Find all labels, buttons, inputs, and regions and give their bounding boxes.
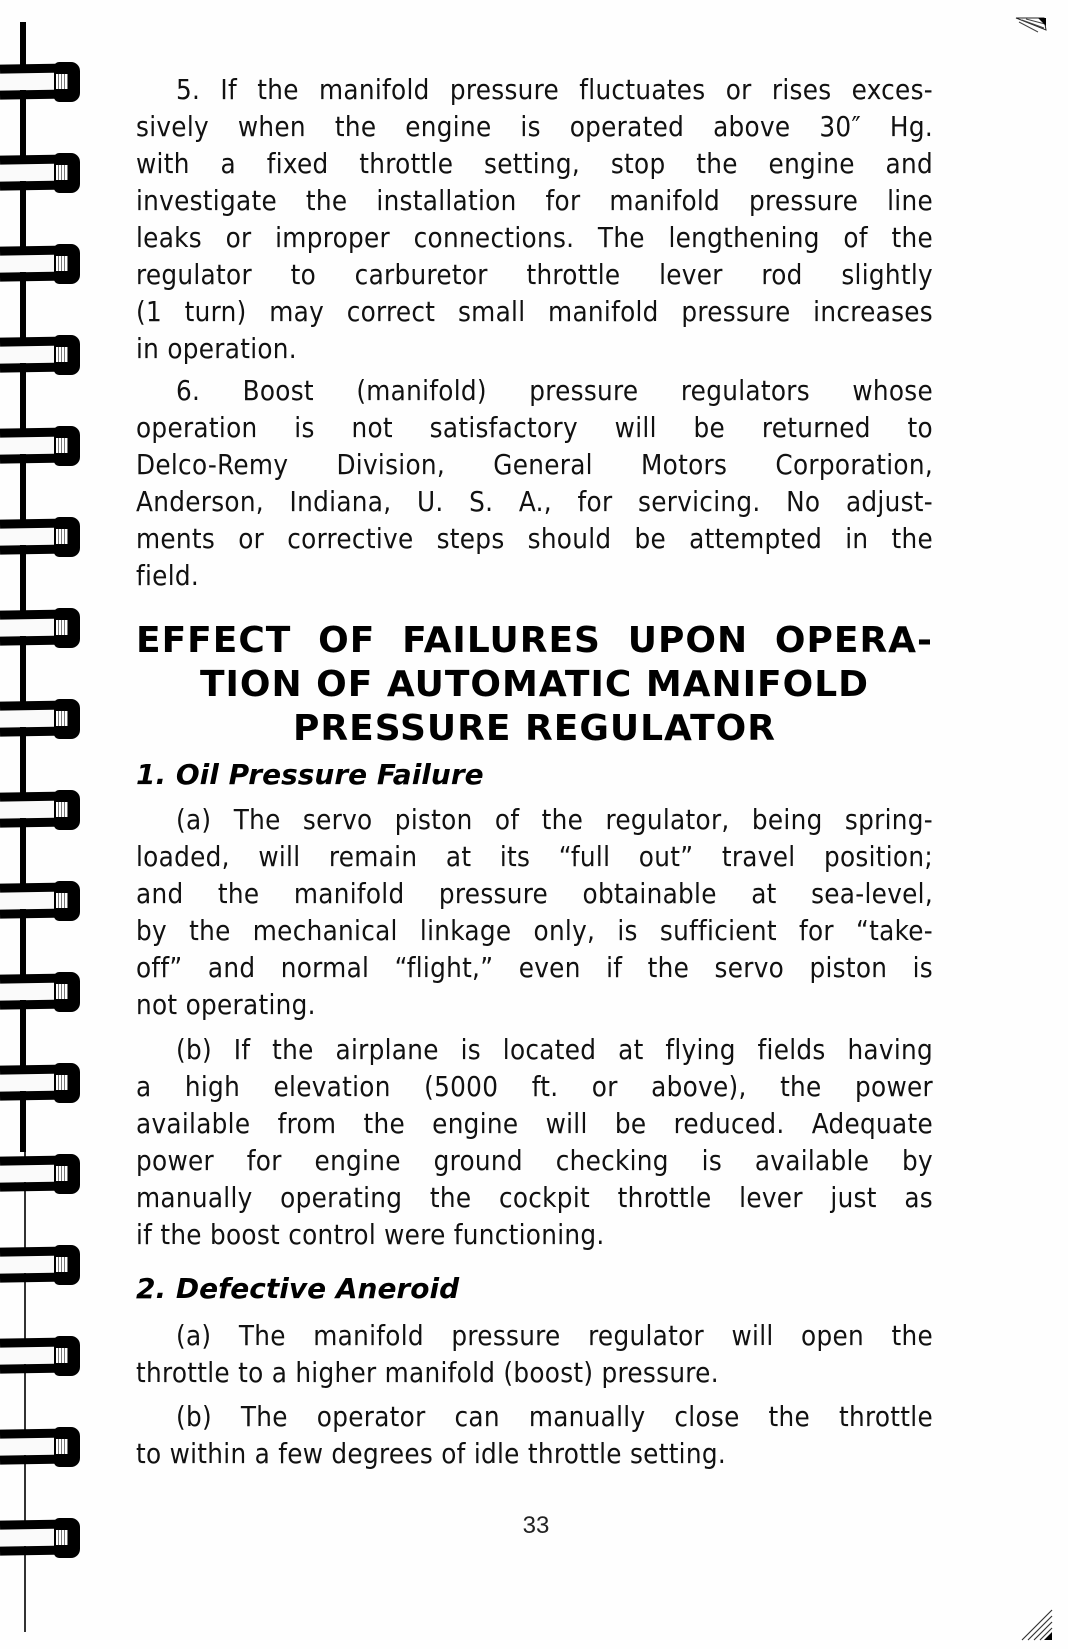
scan-artifact-icon [1014, 16, 1048, 36]
text-line: (a) The manifold pressure regulator will open the [176, 1320, 933, 1352]
text-line: to within a few degrees of idle throttle setting. [136, 1438, 727, 1470]
text-line: (a) The servo piston of the regulator, being spring- [176, 804, 933, 836]
binding-ring [0, 1336, 80, 1376]
subheading-oil-pressure-failure: 1. Oil Pressure Failure [136, 758, 484, 791]
text-line: if the boost control were functioning. [136, 1219, 605, 1251]
text-line: leaks or improper connections. The lengthening of the [136, 222, 933, 254]
text-line: and the manifold pressure obtainable at sea-level, [136, 878, 933, 910]
text-line: (1 turn) may correct small manifold pressure increases [136, 296, 933, 328]
binding-ring [0, 881, 80, 921]
text-line: off” and normal “flight,” even if the servo piston is [136, 952, 933, 984]
text-line: investigate the installation for manifold pressure line [136, 185, 933, 217]
text-line: 5. If the manifold pressure fluctuates or rises exces- [176, 74, 933, 106]
binding-ring [0, 1245, 80, 1285]
scan-artifact-icon [1020, 1608, 1054, 1642]
text-line: Anderson, Indiana, U. S. A., for servicing. No adjust- [136, 486, 933, 518]
subheading-defective-aneroid: 2. Defective Aneroid [136, 1272, 460, 1305]
binding-ring [0, 972, 80, 1012]
text-line: operation is not satisfactory will be returned to [136, 412, 933, 444]
text-line: 6. Boost (manifold) pressure regulators whose [176, 375, 933, 407]
binding-ring [0, 335, 80, 375]
binding-ring [0, 790, 80, 830]
binding-ring [0, 426, 80, 466]
binding-ring [0, 244, 80, 284]
binding-ring [0, 1427, 80, 1467]
text-line: by the mechanical linkage only, is sufficient for “take- [136, 915, 933, 947]
heading-line: PRESSURE REGULATOR [293, 708, 776, 749]
binding-ring [0, 608, 80, 648]
binding-ring [0, 1518, 80, 1558]
binding-ring [0, 517, 80, 557]
binding-ring [0, 1154, 80, 1194]
text-line: with a fixed throttle setting, stop the engine and [136, 148, 933, 180]
text-line: field. [136, 560, 200, 592]
text-line: (b) If the airplane is located at flying fields having [176, 1034, 933, 1066]
text-line: sively when the engine is operated above 30″ Hg. [136, 111, 933, 143]
text-line: Delco-Remy Division, General Motors Corporation, [136, 449, 933, 481]
spiral-binding-spine-lower [24, 1152, 26, 1632]
text-line: throttle to a higher manifold (boost) pressure. [136, 1357, 719, 1389]
binding-ring [0, 1063, 80, 1103]
page-number: 33 [522, 1512, 550, 1539]
text-line: in operation. [136, 333, 297, 365]
binding-ring [0, 62, 80, 102]
heading-line: EFFECT OF FAILURES UPON OPERA- [136, 620, 933, 661]
text-line: available from the engine will be reduced. Adequate [136, 1108, 933, 1140]
heading-line: TION OF AUTOMATIC MANIFOLD [199, 664, 870, 705]
text-line: ments or corrective steps should be attempted in the [136, 523, 933, 555]
text-line: (b) The operator can manually close the throttle [176, 1401, 933, 1433]
text-line: loaded, will remain at its “full out” travel position; [136, 841, 933, 873]
text-line: not operating. [136, 989, 316, 1021]
text-line: manually operating the cockpit throttle lever just as [136, 1182, 933, 1214]
binding-ring [0, 699, 80, 739]
text-line: regulator to carburetor throttle lever rod slightly [136, 259, 933, 291]
text-line: a high elevation (5000 ft. or above), the power [136, 1071, 933, 1103]
binding-ring [0, 153, 80, 193]
text-line: power for engine ground checking is available by [136, 1145, 933, 1177]
